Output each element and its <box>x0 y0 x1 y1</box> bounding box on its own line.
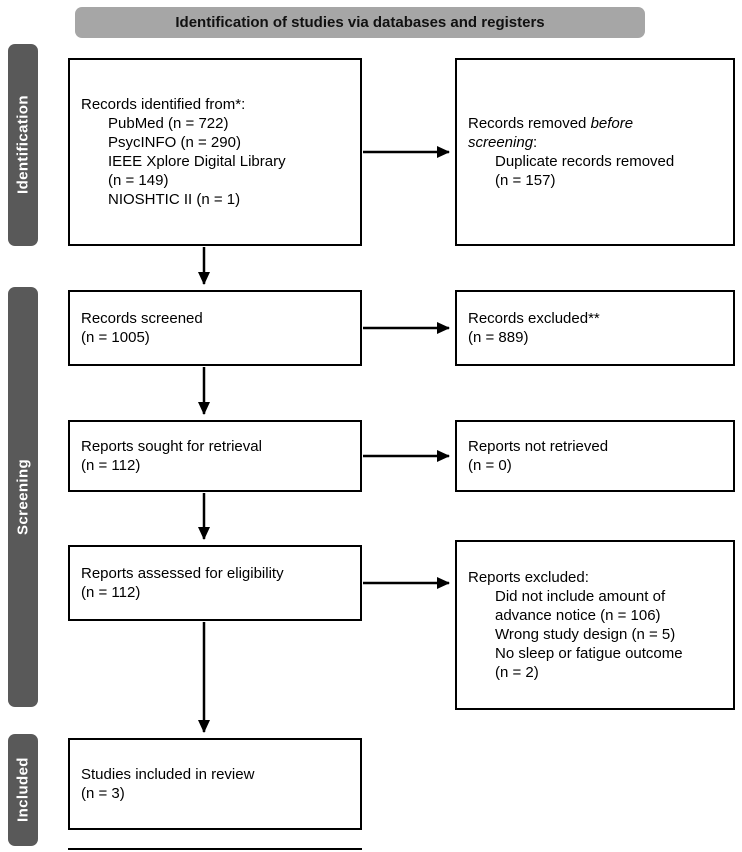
box-text-line: (n = 0) <box>468 457 512 474</box>
box-text-line: Reports assessed for eligibility <box>81 564 284 582</box>
box-text-segment: : <box>533 133 538 151</box>
box-text-line: Wrong study design (n = 5) <box>495 626 676 643</box>
box-text-line: PsycINFO (n = 290) <box>108 133 241 151</box>
box-text-line <box>468 114 725 133</box>
flow-box-records-screened <box>68 290 362 366</box>
box-text-segment-italic: before <box>590 114 634 132</box>
box-text-line: Records identified from*: <box>81 95 246 113</box>
box-text-line: IEEE Xplore Digital Library <box>108 153 286 170</box>
stage-label-identification <box>8 44 38 246</box>
cropped-box-edge <box>68 848 362 850</box>
box-text-line: Reports excluded: <box>468 568 589 586</box>
box-text-line: (n = 889) <box>468 329 529 346</box>
box-text-line: (n = 149) <box>108 172 169 190</box>
box-text-line: (n = 1005) <box>81 329 150 346</box>
flow-box-reports-not-retrieved <box>455 420 735 492</box>
flow-box-studies-included <box>68 738 362 830</box>
box-text-line: NIOSHTIC II (n = 1) <box>108 191 241 209</box>
box-text-line: advance notice (n = 106) <box>495 606 661 624</box>
flow-box-reports-sought <box>68 420 362 492</box>
stage-label-included-text: Included <box>14 757 32 823</box>
box-text-line: (n = 112) <box>81 584 141 601</box>
box-text-line: PubMed (n = 722) <box>108 114 229 132</box>
box-text-segment-italic: screening <box>468 133 534 151</box>
box-text-line: Did not include amount of <box>495 587 666 605</box>
box-text-line: Reports not retrieved <box>468 437 609 455</box>
flow-box-records-removed <box>455 58 735 246</box>
stage-label-included <box>8 734 38 846</box>
box-text-line <box>468 133 725 152</box>
header-title: Identification of studies via databases and registers <box>175 14 545 31</box>
stage-label-identification-text: Identification <box>14 95 32 195</box>
box-text-line: (n = 157) <box>495 172 556 190</box>
box-text-line: No sleep or fatigue outcome <box>495 645 683 663</box>
stage-label-screening <box>8 287 38 707</box>
box-text-line: Duplicate records removed <box>495 153 675 170</box>
header-banner <box>75 7 645 38</box>
box-text-line: Records screened <box>81 309 203 327</box>
box-text-line: (n = 112) <box>81 457 141 474</box>
flow-box-reports-assessed <box>68 545 362 621</box>
box-text-line: (n = 3) <box>81 785 125 802</box>
box-text-line: Records excluded** <box>468 309 600 327</box>
flow-box-records-excluded <box>455 290 735 366</box>
box-text-segment: Records removed <box>468 114 591 132</box>
box-text-line: Reports sought for retrieval <box>81 437 262 455</box>
box-text-line: (n = 2) <box>495 664 539 682</box>
box-text-line: Studies included in review <box>81 765 255 783</box>
flow-box-reports-excluded <box>455 540 735 710</box>
stage-label-screening-text: Screening <box>14 458 32 536</box>
flow-box-records-identified <box>68 58 362 246</box>
